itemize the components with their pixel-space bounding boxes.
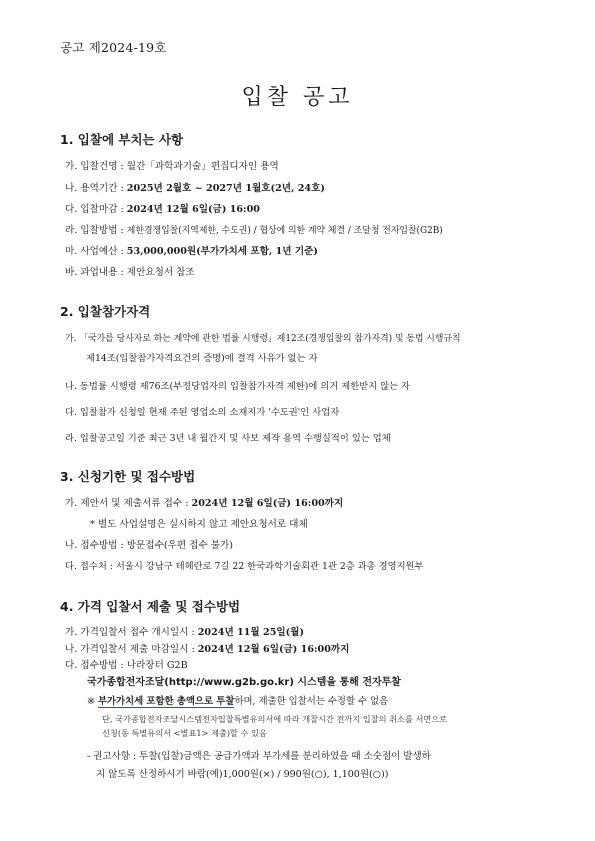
section-4-advice-line2: 지 않도록 산정하시기 바람(예)1,000원(×) / 990원(○), 1,100원(○)) bbox=[96, 769, 389, 780]
section-2-item-a-line1: 가. 「국가를 당사자로 하는 계약에 관한 법률 시행령」제12조(경쟁입찰의 참가자격) 및 동법 시행규칙 bbox=[65, 334, 461, 344]
item-value: 월간「과학과기술」편집디자인 용역 bbox=[126, 161, 279, 172]
section-2-item-d: 라. 입찰공고일 기준 최근 3년 내 월간지 및 사보 제작 용역 수행실적이 있는 업체 bbox=[65, 433, 391, 444]
item-label: 입찰건명 : bbox=[80, 161, 127, 172]
section-3-note: * 별도 사업설명은 실시하지 않고 제안요청서로 대체 bbox=[90, 519, 308, 530]
item-value: 제안요청서 참조 bbox=[126, 267, 195, 278]
item-value: 제한경쟁입찰(지역제한, 수도권) / 협상에 의한 계약 체결 / 조달청 전자입찰(G2B) bbox=[126, 226, 443, 236]
section-1-item-e bbox=[65, 243, 318, 257]
note-emphasis: 부가가치세 포함한 총액으로 투찰 bbox=[97, 696, 235, 707]
section-4-note-1 bbox=[87, 693, 388, 707]
section-4-item-b bbox=[65, 641, 349, 655]
item-label: 입찰마감 : bbox=[80, 204, 127, 215]
page-title: 입찰 공고 bbox=[241, 85, 354, 110]
section-4-item-c: 다. 접수방법 : 나라장터 G2B bbox=[65, 660, 188, 671]
item-marker: 마. bbox=[65, 246, 78, 257]
section-2-heading: 2. 입찰참가자격 bbox=[60, 304, 151, 319]
notice-number: 공고 제2024-19호 bbox=[60, 40, 167, 55]
item-value: 2024년 12월 6일(금) 16:00까지 bbox=[191, 498, 344, 509]
item-label: 용역기간 : bbox=[80, 183, 127, 194]
section-4-g2b-line: 국가종합전자조달(http://www.g2b.go.kr) 시스템을 통해 전자투찰 bbox=[87, 677, 401, 688]
item-marker: 나. bbox=[65, 183, 78, 194]
section-1-item-a bbox=[65, 158, 279, 172]
item-label: 사업예산 : bbox=[80, 246, 127, 257]
section-3-item-a bbox=[65, 495, 343, 509]
section-3-item-c: 다. 접수처 : 서울시 강남구 테헤란로 7길 22 한국과학기술회관 1관 2층 과총 경영지원부 bbox=[65, 561, 424, 572]
item-value: 2025년 2월호 ~ 2027년 1월호(2년, 24호) bbox=[126, 183, 325, 194]
section-3-item-b: 나. 접수방법 : 방문접수(우편 접수 불가) bbox=[65, 540, 234, 551]
section-4-item-a bbox=[65, 624, 304, 638]
section-1-item-d bbox=[65, 222, 443, 236]
item-label: 가. 가격입찰서 접수 개시일시 : bbox=[65, 627, 198, 638]
section-3-heading: 3. 신청기한 및 접수방법 bbox=[60, 469, 196, 484]
note-text: 하며, 제출한 입찰서는 수정할 수 없음 bbox=[234, 696, 389, 707]
section-2-item-c: 다. 입찰참가 신청일 현재 주된 영업소의 소재지가 '수도권'인 사업자 bbox=[65, 407, 340, 418]
item-value: 2024년 11월 25일(월) bbox=[197, 627, 304, 638]
section-4-advice-line1: - 권고사항 : 투찰(입찰)금액은 공급가액과 부가세를 분리하였을 때 소숫점이 발생하 bbox=[87, 751, 431, 762]
section-1-item-f bbox=[65, 264, 195, 278]
item-value: 53,000,000원(부가가치세 포함, 1년 기준) bbox=[126, 246, 318, 257]
section-1-item-c bbox=[65, 201, 260, 215]
section-4-heading: 4. 가격 입찰서 제출 및 접수방법 bbox=[60, 599, 241, 614]
section-2-item-b: 나. 동법률 시행령 제76조(부정당업자의 입찰참가자격 제한)에 의거 제한받지 않는 자 bbox=[65, 381, 411, 392]
item-marker: 다. bbox=[65, 204, 78, 215]
section-4-note-2-line1: 단, 국가종합전자조달시스템전자입찰특별유의서에 따라 개찰시간 전까지 입찰의 취소를 서면으로 bbox=[102, 714, 448, 724]
item-label: 입찰방법 : bbox=[80, 225, 127, 236]
item-label: 가. 제안서 및 제출서류 접수 : bbox=[65, 498, 192, 509]
item-label: 나. 가격입찰서 제출 마감일시 : bbox=[65, 644, 198, 655]
item-marker: 라. bbox=[65, 225, 78, 236]
item-marker: 가. bbox=[65, 161, 78, 172]
item-value: 2024년 12월 6일(금) 16:00까지 bbox=[197, 644, 350, 655]
section-4-note-2-line2: 신청(동 특별유의서 <별표1> 제출)할 수 있음 bbox=[102, 728, 267, 738]
item-label: 과업내용 : bbox=[80, 267, 127, 278]
item-marker: 바. bbox=[65, 267, 78, 278]
item-value: 2024년 12월 6일(금) 16:00 bbox=[126, 204, 260, 215]
note-mark: ※ bbox=[87, 696, 98, 707]
section-1-heading: 1. 입찰에 부치는 사항 bbox=[60, 132, 184, 147]
section-1-item-b bbox=[65, 180, 325, 194]
section-2-item-a-line2: 제14조(입찰참가자격요건의 증명)에 결격 사유가 없는 자 bbox=[86, 353, 318, 364]
